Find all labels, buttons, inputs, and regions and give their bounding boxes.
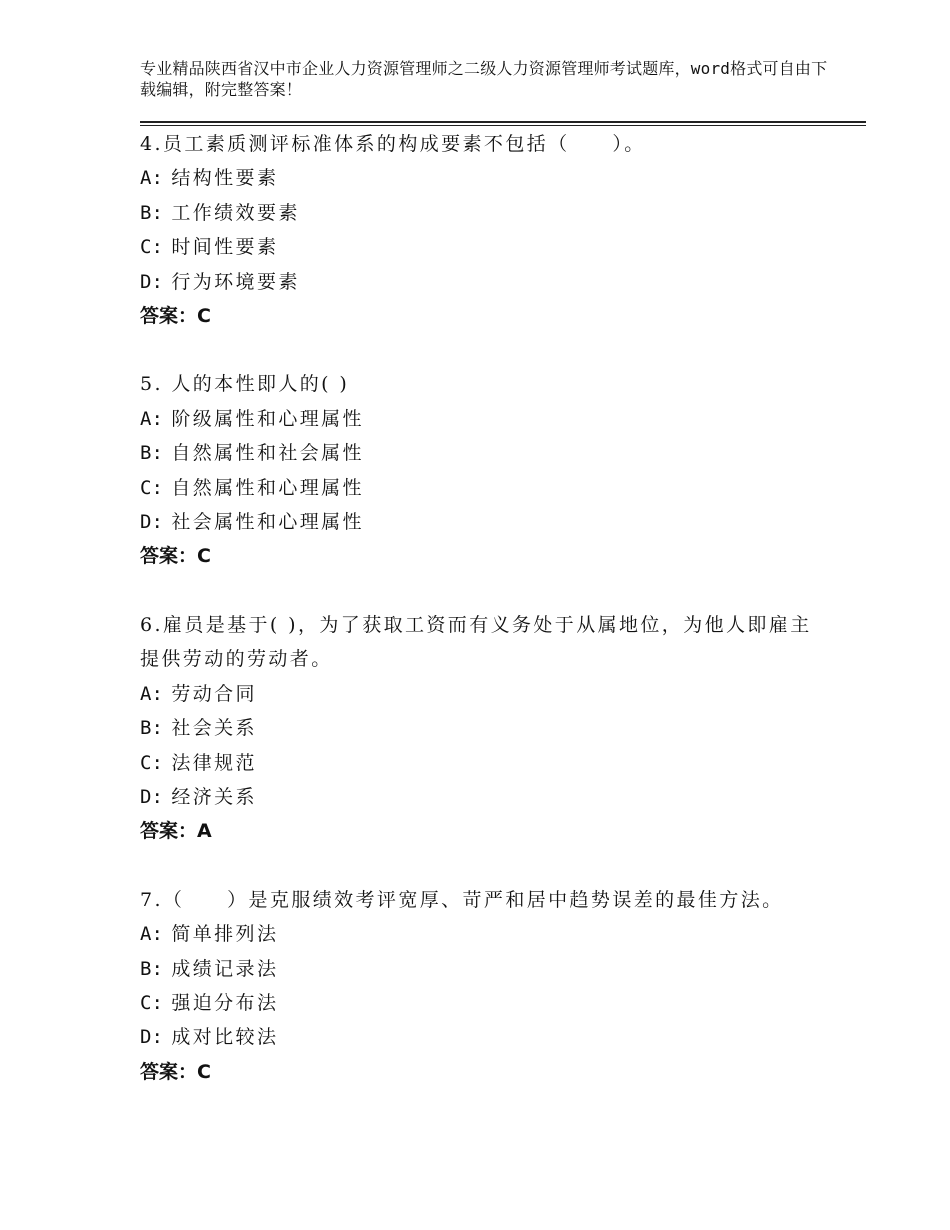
option-c: C: 强迫分布法	[140, 991, 279, 1014]
option-a: A: 阶级属性和心理属性	[140, 407, 364, 430]
answer: 答案：A	[140, 820, 212, 843]
option-b: B: 工作绩效要素	[140, 201, 300, 224]
option-d: D: 成对比较法	[140, 1026, 279, 1049]
option-b: B: 社会关系	[140, 717, 257, 740]
question-stem: 6.雇员是基于( )，为了获取工资而有义务处于从属地位，为他人即雇主提供劳动的劳动者。	[140, 613, 812, 671]
option-c: C: 时间性要素	[140, 236, 279, 259]
option-b: B: 成绩记录法	[140, 957, 279, 980]
option-a: A: 劳动合同	[140, 682, 257, 705]
option-c: C: 法律规范	[140, 751, 257, 774]
question-stem: 5. 人的本性即人的( )	[140, 373, 350, 396]
question-list	[140, 127, 830, 1089]
option-d: D: 社会属性和心理属性	[140, 511, 364, 534]
document-header: 专业精品陕西省汉中市企业人力资源管理师之二级人力资源管理师考试题库，word格式可自由下载编辑，附完整答案！	[140, 59, 828, 99]
header-rule-thin	[140, 125, 866, 126]
option-b: B: 自然属性和社会属性	[140, 442, 364, 465]
question-stem: 7.（ ）是克服绩效考评宽厚、苛严和居中趋势误差的最佳方法。	[140, 888, 784, 911]
option-a: A: 简单排列法	[140, 923, 279, 946]
option-d: D: 经济关系	[140, 785, 257, 808]
answer: 答案：C	[140, 305, 211, 328]
option-d: D: 行为环境要素	[140, 270, 300, 293]
option-c: C: 自然属性和心理属性	[140, 476, 364, 499]
answer: 答案：C	[140, 545, 211, 568]
question-4	[140, 127, 830, 333]
question-5	[140, 367, 830, 573]
option-a: A: 结构性要素	[140, 167, 279, 190]
question-7	[140, 883, 830, 1089]
question-stem: 4.员工素质测评标准体系的构成要素不包括（ ）。	[140, 133, 646, 155]
question-6	[140, 608, 830, 849]
header-rule-thick	[140, 121, 866, 123]
answer: 答案：C	[140, 1060, 211, 1083]
